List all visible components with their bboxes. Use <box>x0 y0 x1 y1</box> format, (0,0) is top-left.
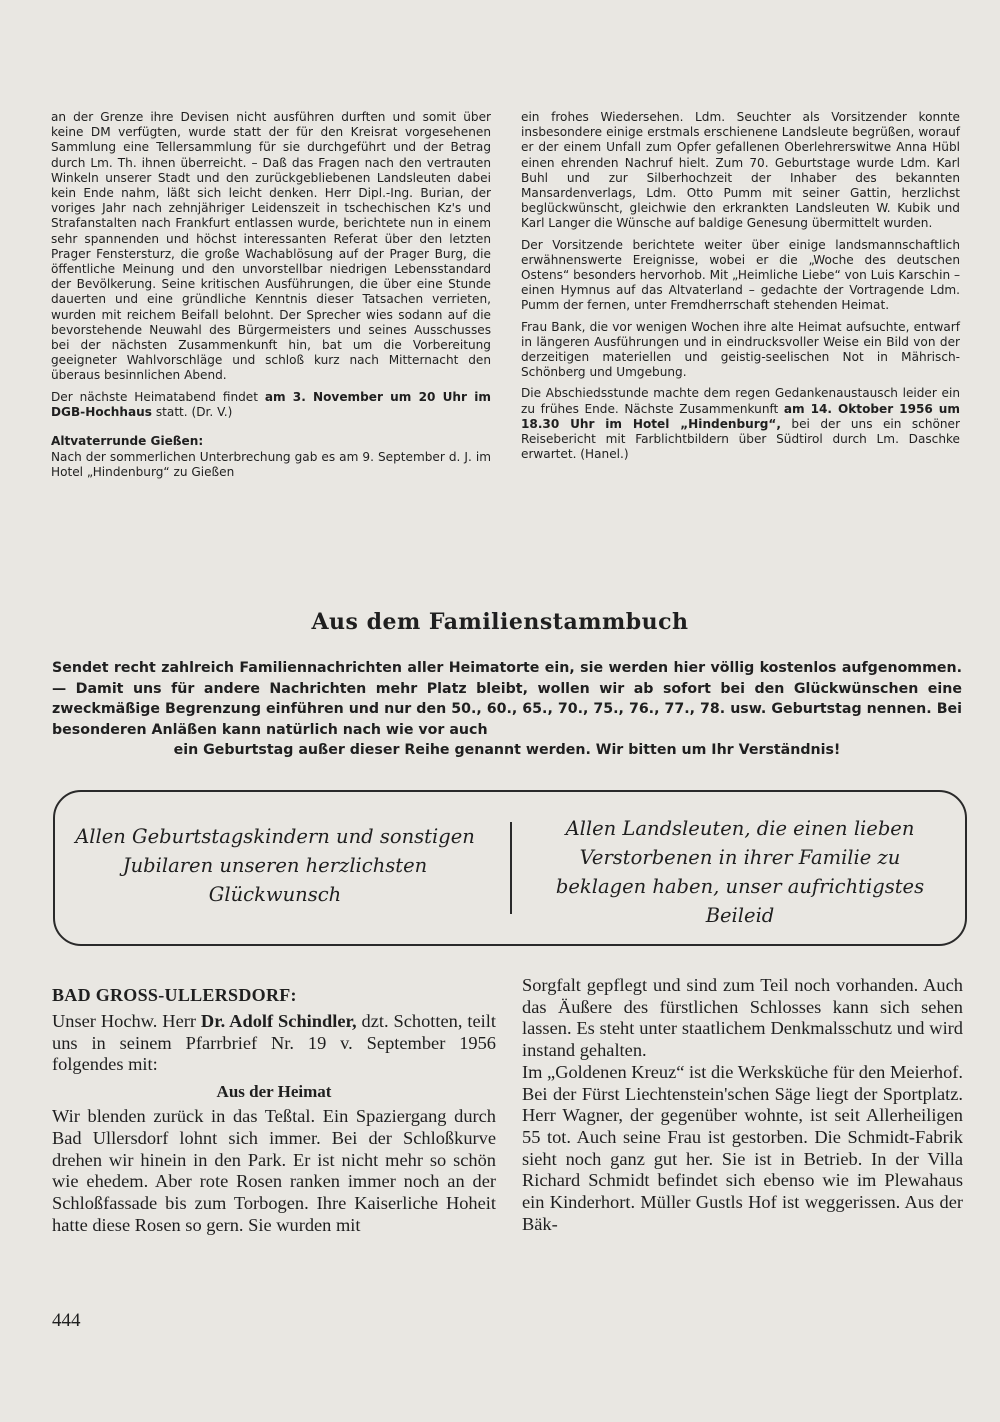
birthday-greeting: Allen Geburtstagskindern und sonstigen Jubilaren unseren herzlichsten Glückwunsch <box>75 825 475 906</box>
text-span: Unser Hochw. Herr <box>52 1011 196 1031</box>
article-paragraph: Wir blenden zurück in das Teßtal. Ein Spaziergang durch Bad Ullersdorf lohnt sich immer. Bei der Schloßkurve drehen wir hinein in den Park. Er ist nicht mehr so schön wie ehedem. Aber rote Rosen ranken immer noch an der Schloßfassade bis zum Torbogen. Ihre Kaiserliche Hoheit hatte diese Rosen so gern. Sie wurden mit <box>52 1106 496 1235</box>
column-bottom-right <box>522 975 963 1235</box>
person-name: Dr. Adolf Schindler, <box>200 1011 357 1031</box>
text-span: dzt. Schotten, teilt uns in seinem Pfarrbrief Nr. 19 v. September 1956 folgendes mit: <box>52 1011 496 1075</box>
article-paragraph: Im „Goldenen Kreuz“ ist die Werksküche für den Meierhof. Bei der Fürst Liechtenstein'schen Säge liegt der Sportplatz. Herr Wagner, der gegenüber wohnte, ist seit Allerheiligen 55 tot. Auch seine Frau ist gestorben. Die Schmidt-Fabrik sieht noch ganz gut her. Sie ist in Betrieb. In der Villa Richard Schmidt befindet sich ebenso wie im Plewahaus ein Kinderhort. Müller Gustls Hof ist weggerissen. Aus der Bäk- <box>522 1061 963 1234</box>
article-paragraph: Nach der sommerlichen Unterbrechung gab es am 9. September d. J. im Hotel „Hindenburg“ zu Gießen <box>51 450 491 480</box>
column-top-right <box>521 110 960 468</box>
date-emphasis: am 3. November um 20 Uhr im DGB-Hochhaus <box>51 389 491 419</box>
page-number: 444 <box>52 1310 81 1331</box>
column-bottom-left <box>52 985 496 1236</box>
article-paragraph: Sorgfalt gepflegt und sind zum Teil noch vorhanden. Auch das Äußere des fürstlichen Schlosses kann sich sehen lassen. Es steht unter staatlichem Denkmalsschutz und wird instand gehalten. <box>522 975 963 1061</box>
town-heading: BAD GROSS-ULLERSDORF: <box>52 985 297 1005</box>
article-paragraph <box>51 390 491 420</box>
text-span: statt. (Dr. V.) <box>155 404 233 419</box>
notice-text-last: ein Geburtstag außer dieser Reihe genannt werden. Wir bitten um Ihr Verständnis! <box>173 742 841 758</box>
family-notice <box>52 658 962 761</box>
greetings-divider <box>510 822 512 914</box>
article-paragraph: ein frohes Wiedersehen. Ldm. Seuchter als Vorsitzender konnte insbesondere einige erstmals erschienene Landsleute begrüßen, worauf er der einem Unfall zum Opfer gefallenen Oberlehrerswitwe Anna Hübl einen ehrenden Nachruf hielt. Zum 70. Geburtstage wurde Ldm. Karl Buhl und zur Silberhochzeit der Inhaber des bekannten Mansardenverlags, Ldm. Otto Pumm mit seiner Gattin, herzlichst beglückwünscht, gleichwie den erkrankten Landsleuten W. Kubik und Karl Langer die Wünsche auf baldige Genesung übermittelt wurden. <box>521 110 960 231</box>
notice-text: Sendet recht zahlreich Familiennachrichten aller Heimatorte ein, sie werden hier völlig kostenlos aufgenommen. — Damit uns für andere Nachrichten mehr Platz bleibt, wollen wir ab sofort bei den Glückwünschen eine zweckmäßige Begrenzung einführen und nur den 50., 60., 65., 70., 75., 76., 77., 78. usw. Geburtstag nennen. Bei besonderen Anläßen kann natürlich nach wie vor auch <box>52 660 962 738</box>
article-paragraph <box>52 1011 496 1076</box>
column-top-left <box>51 110 491 486</box>
text-span: Die Abschiedsstunde machte dem regen Gedankenaustausch leider ein zu frühes Ende. Nächste Zusammenkunft <box>521 386 960 416</box>
text-span: Der nächste Heimatabend findet <box>51 389 258 404</box>
article-paragraph <box>521 386 960 462</box>
greetings-box <box>53 790 967 946</box>
article-paragraph: Frau Bank, die vor wenigen Wochen ihre alte Heimat aufsuchte, entwarf in längeren Ausführungen und in eindrucksvoller Weise ein Bild von der derzeitigen materiellen und geistig-seelischen Not in Mährisch-Schönberg und Umgebung. <box>521 319 960 380</box>
date-emphasis: am 14. Oktober 1956 um 18.30 Uhr im Hotel „Hindenburg“, <box>521 401 960 431</box>
subheading: Aus der Heimat <box>216 1082 332 1102</box>
article-paragraph: an der Grenze ihre Devisen nicht ausführen durften und somit über keine DM verfügten, wurde statt der für den Kreisrat vorgesehenen Sammlung eine Tellersammlung für sie durchgeführt und der Betrag durch Lm. Th. ihnen überreicht. – Daß das Fragen nach den vertrauten Winkeln unserer Stadt und den zurückgebliebenen Landsleuten dabei kein Ende nahm, läßt sich leicht denken. Herr Dipl.-Ing. Burian, der voriges Jahr nach zehnjähriger Leidenszeit in tschechischen Kz's und Strafanstalten nach Frankfurt entlassen wurde, berichtete nun in einem sehr spannenden und höchst interessanten Referat über den letzten Prager Fenstersturz, die große Wachablösung auf der Prager Burg, die öffentliche Meinung und den unvorstellbar niedrigen Lebensstandard der Bevölkerung. Seine kritischen Ausführungen, die über eine Stunde dauerten und eine gründliche Kenntnis dieser Tatsachen verrieten, wurden mit reichem Beifall belohnt. Der Sprecher wies sodann auf die bevorstehende Neuwahl des Bürgermeisters und seines Ausschusses bei der nächsten Zusammenkunft hin, bat um die Vorbereitung geeigneter Wahlvorschläge und schloß kurz nach Mitternacht den überaus besinnlichen Abend. <box>51 110 491 383</box>
family-section-title: Aus dem Familienstammbuch <box>311 609 689 635</box>
text-span: bei der uns ein schöner Reisebericht mit Farblichtbildern über Südtirol durch Lm. Daschke erwartet. (Hanel.) <box>521 416 960 462</box>
condolence-message: Allen Landsleuten, die einen lieben Verstorbenen in ihrer Familie zu beklagen haben, unser aufrichtigstes Beileid <box>555 817 925 927</box>
article-paragraph: Der Vorsitzende berichtete weiter über einige landsmannschaftlich erwähnenswerte Ereignisse, wobei er die „Woche des deutschen Ostens“ besonders hervorhob. Mit „Heimliche Liebe“ von Luis Karschin – einen Hymnus auf das Altvaterland – gedachte der Vortragende Ldm. Pumm der fernen, unter Fremdherrschaft stehenden Heimat. <box>521 237 960 313</box>
section-heading: Altvaterrunde Gießen: <box>51 434 204 449</box>
